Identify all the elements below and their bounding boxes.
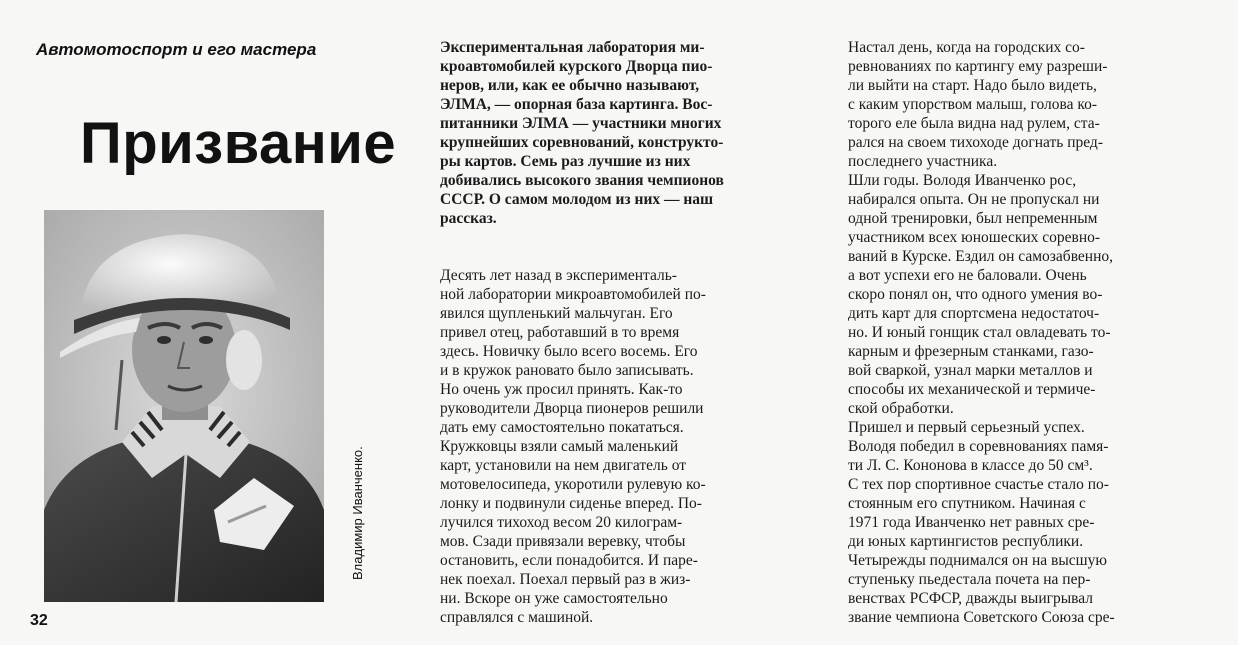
text-line: но. И юный гонщик стал овладевать то- bbox=[848, 324, 1111, 341]
lead-paragraph bbox=[440, 38, 804, 228]
text-line: стоянным его спутником. Начиная с bbox=[848, 495, 1086, 512]
text-line: Настал день, когда на городских со- bbox=[848, 39, 1085, 56]
text-line: нек поехал. Поехал первый раз в жиз- bbox=[440, 571, 691, 588]
text-line: остановить, если понадобится. И парe- bbox=[440, 552, 698, 569]
text-line: руководители Дворца пионеров решили bbox=[440, 400, 704, 417]
section-title: Автомотоспорт и его мастера bbox=[36, 40, 317, 59]
text-line: участником всех юношеских соревно- bbox=[848, 229, 1101, 246]
text-line: Экспериментальная лаборатория ми- bbox=[440, 39, 705, 56]
text-line: ди юных картингистов республики. bbox=[848, 533, 1084, 550]
text-line: одной тренировки, был непременным bbox=[848, 210, 1098, 227]
text-line: добивались высокого звания чемпионов bbox=[440, 172, 724, 189]
text-line: Но очень уж просил принять. Как-то bbox=[440, 381, 683, 398]
text-line: мов. Сзади привязали веревку, чтобы bbox=[440, 533, 686, 550]
text-line: ревнованиях по картингу ему разреши- bbox=[848, 58, 1108, 75]
text-line: ной лаборатории микроавтомобилей по- bbox=[440, 286, 706, 303]
text-line: 1971 года Иванченко нет равных сре- bbox=[848, 514, 1095, 531]
text-line: дать ему самостоятельно покататься. bbox=[440, 419, 684, 436]
photo-caption: Владимир Иванченко. bbox=[350, 446, 365, 580]
text-line: Володя победил в соревнованиях памя- bbox=[848, 438, 1109, 455]
text-line: последнего участника. bbox=[848, 153, 998, 170]
body-paragraph bbox=[440, 266, 804, 627]
article-column-right bbox=[848, 38, 1214, 627]
text-line: способы их механической и термиче- bbox=[848, 381, 1096, 398]
text-line: справлялся с машиной. bbox=[440, 609, 594, 626]
text-line: Шли годы. Володя Иванченко рос, bbox=[848, 172, 1077, 189]
text-line: явился щупленький мальчуган. Его bbox=[440, 305, 673, 322]
text-line: Кружковцы взяли самый маленький bbox=[440, 438, 679, 455]
text-line: с каким упорством малыш, голова ко- bbox=[848, 96, 1098, 113]
text-line: СССР. О самом молодом из них — наш bbox=[440, 191, 714, 208]
text-line: ли выйти на старт. Надо было видеть, bbox=[848, 77, 1097, 94]
text-line: торого еле была видна над рулем, ста- bbox=[848, 115, 1100, 132]
text-line: здесь. Новичку было всего восемь. Его bbox=[440, 343, 698, 360]
text-line: лучился тихоход весом 20 килограм- bbox=[440, 514, 683, 531]
text-line: и в кружок рановато было записывать. bbox=[440, 362, 694, 379]
article-column-middle bbox=[440, 38, 804, 627]
text-line: карным и фрезерным станками, газо- bbox=[848, 343, 1094, 360]
text-line: скоро понял он, что одного умения во- bbox=[848, 286, 1103, 303]
text-line: ской обработки. bbox=[848, 400, 954, 417]
page-number: 32 bbox=[30, 612, 48, 629]
text-line: дить карт для спортсмена недостаточ- bbox=[848, 305, 1100, 322]
text-line: набирался опыта. Он не пропускал ни bbox=[848, 191, 1100, 208]
article-headline: Призвание bbox=[80, 111, 397, 176]
text-line: рался на своем тихоходе догнать пред- bbox=[848, 134, 1103, 151]
text-line: кроавтомобилей курского Дворца пио- bbox=[440, 58, 713, 75]
text-line: ры картов. Семь раз лучшие из них bbox=[440, 153, 691, 170]
text-line: Четырежды поднимался он на высшую bbox=[848, 552, 1107, 569]
text-line: вой сваркой, узнал марки металлов и bbox=[848, 362, 1093, 379]
text-line: Пришел и первый серьезный успех. bbox=[848, 419, 1085, 436]
text-line: мотовелосипеда, укоротили рулевую ко- bbox=[440, 476, 706, 493]
text-line: ни. Вскоре он уже самостоятельно bbox=[440, 590, 668, 607]
text-line: а вот успехи его не баловали. Очень bbox=[848, 267, 1087, 284]
text-line: ЭЛМА, — опорная база картинга. Вос- bbox=[440, 96, 713, 113]
text-line: привел отец, работавший в то время bbox=[440, 324, 680, 341]
portrait-photo bbox=[44, 210, 324, 602]
text-line: крупнейших соревнований, конструкто- bbox=[440, 134, 724, 151]
text-line: неров, или, как ее обычно называют, bbox=[440, 77, 700, 94]
text-line: ти Л. С. Кононова в классе до 50 см³. bbox=[848, 457, 1093, 474]
text-line: рассказ. bbox=[440, 210, 497, 227]
text-line: ступеньку пьедестала почета на пер- bbox=[848, 571, 1091, 588]
text-line: Десять лет назад в эксперименталь- bbox=[440, 267, 677, 284]
text-line: ваний в Курске. Ездил он самозабвенно, bbox=[848, 248, 1114, 265]
text-line: звание чемпиона Советского Союза сре- bbox=[848, 609, 1115, 626]
text-line: лонку и подвинули сиденье вперед. По- bbox=[440, 495, 702, 512]
text-line: венствах РСФСР, дважды выигрывал bbox=[848, 590, 1094, 607]
text-line: питанники ЭЛМА — участники многих bbox=[440, 115, 722, 132]
text-line: С тех пор спортивное счастье стало по- bbox=[848, 476, 1109, 493]
text-line: карт, установили на нем двигатель от bbox=[440, 457, 687, 474]
